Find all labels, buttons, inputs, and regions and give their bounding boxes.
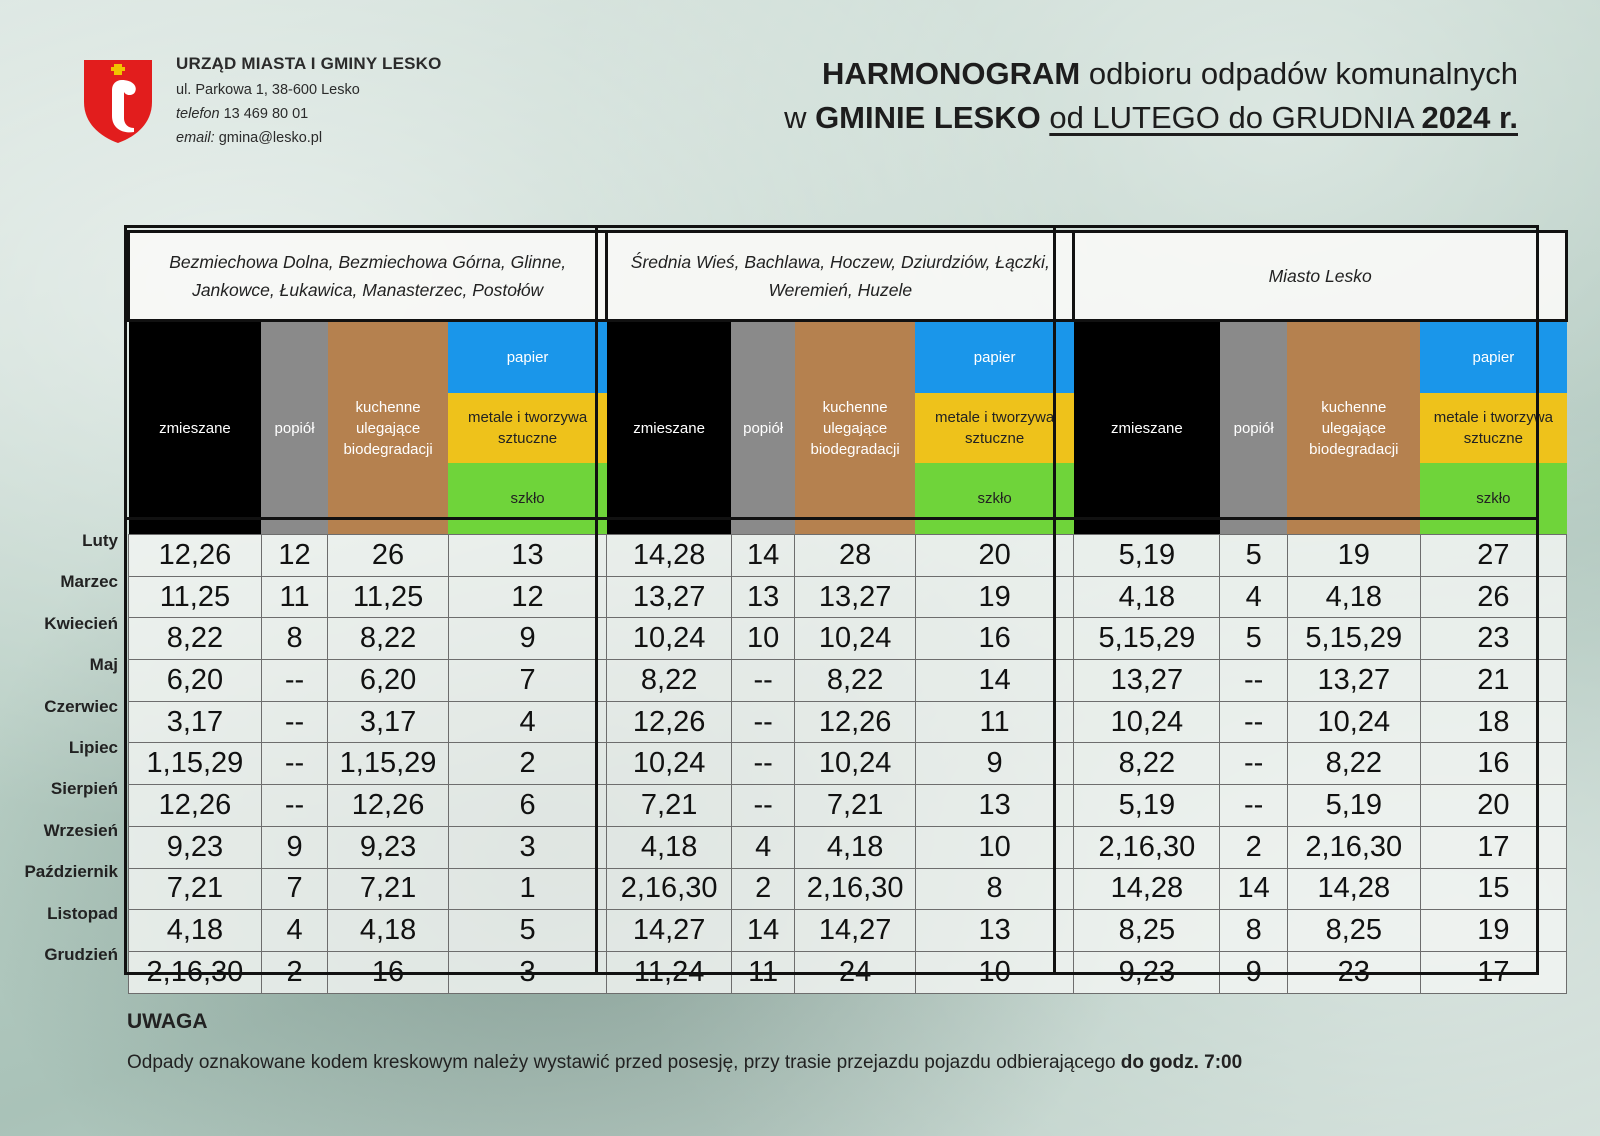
office-phone (176, 106, 442, 122)
schedule-cell: 5 (1220, 535, 1287, 577)
schedule-cell: 16 (328, 951, 449, 993)
schedule-cell: 4 (448, 701, 606, 743)
glass-header-3: szkło (1420, 463, 1566, 534)
schedule-cell: 14 (731, 910, 794, 952)
area-header-2: Średnia Wieś, Bachlawa, Hoczew, Dziurdziów, Łączki, Weremień, Huzele (607, 232, 1074, 321)
schedule-cell: 5,15,29 (1287, 618, 1420, 660)
schedule-table (127, 230, 1568, 992)
title-year: 2024 r. (1421, 100, 1518, 135)
schedule-cell: 1,15,29 (129, 743, 262, 785)
schedule-cell: 14,28 (1074, 868, 1220, 910)
schedule-cell: 13 (915, 910, 1073, 952)
table-row (129, 618, 1567, 660)
schedule-cell: 2 (261, 951, 327, 993)
schedule-cell: 13,27 (1074, 660, 1220, 702)
schedule-cell: 10,24 (1074, 701, 1220, 743)
table-row (129, 826, 1567, 868)
schedule-cell: 12,26 (129, 535, 262, 577)
schedule-cell: 4 (731, 826, 794, 868)
schedule-cell: 4,18 (328, 910, 449, 952)
title-w: w (784, 100, 816, 135)
bio-waste-header-2: kuchenne ulegające biodegradacji (795, 321, 916, 535)
schedule-cell: 23 (1420, 618, 1566, 660)
recyclables-header-3 (1420, 321, 1566, 535)
schedule-cell: 8,22 (129, 618, 262, 660)
ash-header-2: popiół (731, 321, 794, 535)
title-harmonogram: HARMONOGRAM (821, 56, 1081, 91)
schedule-cell: -- (261, 701, 327, 743)
table-row (129, 868, 1567, 910)
schedule-cell: 11 (915, 701, 1073, 743)
schedule-cell: 3 (448, 951, 606, 993)
lesko-coat-of-arms-logo (82, 58, 154, 144)
schedule-cell: 12 (261, 535, 327, 577)
schedule-cell: 8 (1220, 910, 1287, 952)
recyclables-header-1 (448, 321, 606, 535)
schedule-cell: 8,22 (607, 660, 732, 702)
schedule-cell: 9 (1220, 951, 1287, 993)
schedule-cell: 27 (1420, 535, 1566, 577)
schedule-cell: 5,19 (1074, 785, 1220, 827)
month-label: Październik (24, 862, 118, 882)
schedule-cell: 12,26 (795, 701, 916, 743)
table-row (129, 951, 1567, 993)
schedule-cell: 11 (731, 951, 794, 993)
ash-header-3: popiół (1220, 321, 1287, 535)
schedule-cell: 11 (261, 576, 327, 618)
schedule-cell: -- (731, 701, 794, 743)
bio-waste-header-1: kuchenne ulegające biodegradacji (328, 321, 449, 535)
schedule-cell: 9 (261, 826, 327, 868)
schedule-cell: -- (261, 743, 327, 785)
metal-plastic-header-3: metale i tworzywa sztuczne (1420, 393, 1566, 464)
title-line-2 (784, 96, 1518, 140)
schedule-cell: 20 (915, 535, 1073, 577)
schedule-cell: 19 (1287, 535, 1420, 577)
schedule-cell: 11,24 (607, 951, 732, 993)
schedule-cell: 8 (915, 868, 1073, 910)
mixed-waste-header-1: zmieszane (129, 321, 262, 535)
schedule-cell: 10,24 (795, 618, 916, 660)
schedule-cell: 8,22 (795, 660, 916, 702)
schedule-cell: 14 (1220, 868, 1287, 910)
email-label: email: (176, 130, 215, 146)
schedule-cell: 5,15,29 (1074, 618, 1220, 660)
schedule-cell: 13 (915, 785, 1073, 827)
schedule-cell: 7,21 (795, 785, 916, 827)
schedule-cell: 9,23 (1074, 951, 1220, 993)
schedule-cell: 12,26 (607, 701, 732, 743)
paper-header-2: papier (915, 322, 1073, 393)
schedule-cell: 13 (731, 576, 794, 618)
schedule-cell: 20 (1420, 785, 1566, 827)
schedule-cell: 5,19 (1287, 785, 1420, 827)
table-row (129, 535, 1567, 577)
schedule-cell: 1 (448, 868, 606, 910)
phone-label: telefon (176, 106, 220, 122)
schedule-cell: 2 (448, 743, 606, 785)
schedule-cell: 28 (795, 535, 916, 577)
table-row (129, 785, 1567, 827)
schedule-cell: 2 (1220, 826, 1287, 868)
schedule-cell: 7 (261, 868, 327, 910)
schedule-cell: 17 (1420, 951, 1566, 993)
schedule-cell: -- (1220, 701, 1287, 743)
metal-plastic-header-1: metale i tworzywa sztuczne (448, 393, 606, 464)
email-address: gmina@lesko.pl (218, 130, 323, 146)
schedule-cell: 10,24 (607, 618, 732, 660)
title-period: od LUTEGO do GRUDNIA 2024 r. (1049, 100, 1518, 135)
title-subject: odbioru odpadów komunalnych (1080, 56, 1518, 91)
table-row (129, 576, 1567, 618)
schedule-cell: 8 (261, 618, 327, 660)
schedule-cell: 2,16,30 (129, 951, 262, 993)
schedule-cell: 4,18 (795, 826, 916, 868)
schedule-cell: 14 (731, 535, 794, 577)
mixed-waste-header-3: zmieszane (1074, 321, 1220, 535)
schedule-cell: 13,27 (1287, 660, 1420, 702)
office-address: ul. Parkowa 1, 38-600 Lesko (176, 82, 360, 98)
note-deadline: do godz. 7:00 (1120, 1052, 1243, 1073)
schedule-cell: 16 (1420, 743, 1566, 785)
schedule-cell: 2 (731, 868, 794, 910)
table-row (129, 660, 1567, 702)
schedule-cell: -- (731, 785, 794, 827)
schedule-cell: 13 (448, 535, 606, 577)
schedule-cell: -- (1220, 785, 1287, 827)
schedule-cell: 24 (795, 951, 916, 993)
schedule-cell: 16 (915, 618, 1073, 660)
metal-plastic-header-2: metale i tworzywa sztuczne (915, 393, 1073, 464)
month-label: Listopad (47, 903, 118, 923)
ash-header-1: popiół (261, 321, 327, 535)
schedule-cell: 4,18 (129, 910, 262, 952)
schedule-cell: 15 (1420, 868, 1566, 910)
schedule-cell: 18 (1420, 701, 1566, 743)
glass-header-1: szkło (448, 463, 606, 534)
schedule-cell: 10 (915, 826, 1073, 868)
schedule-cell: 7,21 (607, 785, 732, 827)
month-label: Sierpień (50, 779, 118, 799)
schedule-cell: 26 (1420, 576, 1566, 618)
schedule-cell: 21 (1420, 660, 1566, 702)
schedule-cell: 4,18 (1287, 576, 1420, 618)
schedule-cell: 8,22 (328, 618, 449, 660)
schedule-cell: 11,25 (328, 576, 449, 618)
schedule-cell: 17 (1420, 826, 1566, 868)
glass-header-2: szkło (915, 463, 1073, 534)
table-row (129, 701, 1567, 743)
schedule-cell: 14,28 (1287, 868, 1420, 910)
schedule-cell: 2,16,30 (607, 868, 732, 910)
schedule-cell: 8,22 (1074, 743, 1220, 785)
schedule-cell: -- (261, 660, 327, 702)
schedule-cell: 5 (448, 910, 606, 952)
schedule-cell: 14,27 (795, 910, 916, 952)
schedule-cell: 14,28 (607, 535, 732, 577)
schedule-cell: 14,27 (607, 910, 732, 952)
schedule-cell: 9 (915, 743, 1073, 785)
schedule-cell: 6,20 (328, 660, 449, 702)
schedule-cell: 2,16,30 (795, 868, 916, 910)
schedule-cell: 26 (328, 535, 449, 577)
schedule-cell: -- (1220, 743, 1287, 785)
schedule-cell: 9,23 (129, 826, 262, 868)
note-heading: UWAGA (127, 1010, 208, 1033)
month-label: Grudzień (44, 944, 118, 964)
schedule-cell: 14 (915, 660, 1073, 702)
schedule-cell: 11,25 (129, 576, 262, 618)
schedule-cell: 23 (1287, 951, 1420, 993)
month-label: Czerwiec (44, 696, 118, 716)
area-header-3: Miasto Lesko (1074, 232, 1567, 321)
area-header-1: Bezmiechowa Dolna, Bezmiechowa Górna, Glinne, Jankowce, Łukawica, Manasterzec, Postołów (129, 232, 607, 321)
title-line-1 (784, 52, 1518, 96)
schedule-cell: 7,21 (328, 868, 449, 910)
schedule-cell: 2,16,30 (1074, 826, 1220, 868)
schedule-cell: 2,16,30 (1287, 826, 1420, 868)
month-label: Lipiec (68, 737, 118, 757)
schedule-cell: -- (261, 785, 327, 827)
schedule-cell: 10 (731, 618, 794, 660)
table-row (129, 743, 1567, 785)
schedule-cell: 12,26 (328, 785, 449, 827)
schedule-cell: 19 (1420, 910, 1566, 952)
table-row (129, 910, 1567, 952)
month-label: Maj (89, 655, 118, 675)
schedule-cell: 12 (448, 576, 606, 618)
schedule-cell: 1,15,29 (328, 743, 449, 785)
schedule-cell: 10,24 (607, 743, 732, 785)
schedule-cell: 8,25 (1287, 910, 1420, 952)
paper-header-3: papier (1420, 322, 1566, 393)
schedule-cell: 13,27 (607, 576, 732, 618)
schedule-cell: 3,17 (328, 701, 449, 743)
schedule-cell: 10,24 (1287, 701, 1420, 743)
schedule-cell: 6,20 (129, 660, 262, 702)
schedule-cell: -- (731, 743, 794, 785)
recyclables-header-2 (915, 321, 1073, 535)
title-gmina: GMINIE LESKO (815, 100, 1041, 135)
schedule-cell: 12,26 (129, 785, 262, 827)
schedule-cell: 4 (1220, 576, 1287, 618)
office-info (176, 54, 442, 146)
month-label: Kwiecień (44, 613, 118, 633)
month-label: Wrzesień (43, 820, 118, 840)
schedule-cell: 13,27 (795, 576, 916, 618)
schedule-cell: 6 (448, 785, 606, 827)
paper-header-1: papier (448, 322, 606, 393)
month-label: Luty (82, 531, 118, 550)
schedule-cell: 7 (448, 660, 606, 702)
schedule-cell: 4,18 (607, 826, 732, 868)
phone-number: 13 469 80 01 (223, 106, 309, 122)
schedule-cell: 5,19 (1074, 535, 1220, 577)
schedule-cell: 3 (448, 826, 606, 868)
month-labels (0, 520, 118, 975)
schedule-cell: -- (731, 660, 794, 702)
schedule-cell: 7,21 (129, 868, 262, 910)
office-name: URZĄD MIASTA I GMINY LESKO (176, 54, 442, 73)
office-email (176, 130, 442, 146)
schedule-cell: 9,23 (328, 826, 449, 868)
mixed-waste-header-2: zmieszane (607, 321, 732, 535)
schedule-cell: 3,17 (129, 701, 262, 743)
page-title (784, 52, 1518, 140)
note-text: Odpady oznakowane kodem kreskowym należy wystawić przed posesję, przy trasie przejazdu pojazdu odbierającego do godz. 7:00 (127, 1052, 1243, 1073)
schedule-cell: 19 (915, 576, 1073, 618)
schedule-cell: -- (1220, 660, 1287, 702)
schedule-cell: 10,24 (795, 743, 916, 785)
note-section (127, 1010, 1243, 1073)
bio-waste-header-3: kuchenne ulegające biodegradacji (1287, 321, 1420, 535)
schedule-cell: 10 (915, 951, 1073, 993)
month-label: Marzec (60, 572, 118, 592)
schedule-cell: 4 (261, 910, 327, 952)
schedule-cell: 5 (1220, 618, 1287, 660)
schedule-cell: 8,22 (1287, 743, 1420, 785)
schedule-cell: 9 (448, 618, 606, 660)
schedule-cell: 8,25 (1074, 910, 1220, 952)
schedule-cell: 4,18 (1074, 576, 1220, 618)
